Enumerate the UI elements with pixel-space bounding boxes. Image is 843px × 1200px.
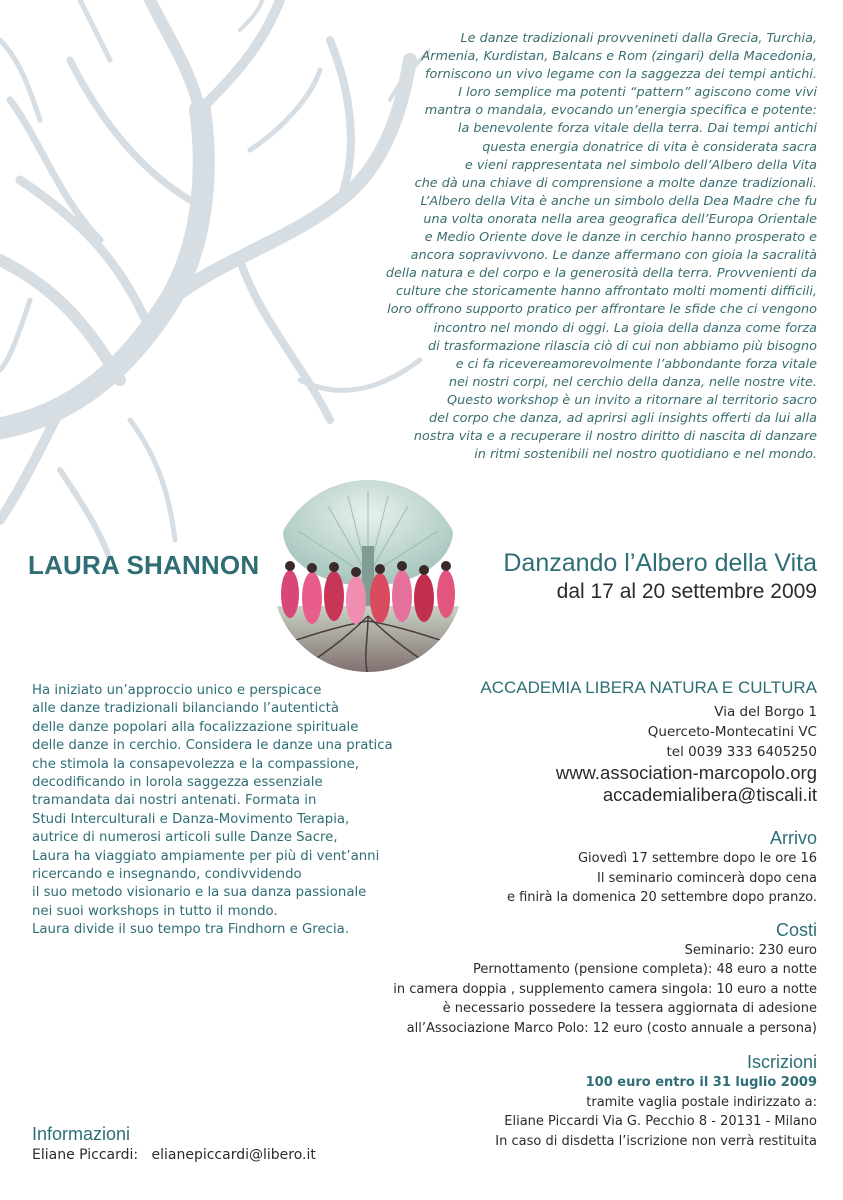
intro-line: della natura e del corpo e la generosità della terra. Provvenienti da	[385, 266, 817, 282]
intro-line: questa energia donatrice di vita è considerata sacra	[482, 139, 817, 155]
intro-line: nostra vita e a recuperare il nostro diritto di nascita di danzare	[413, 429, 817, 445]
costi-heading: Costi	[775, 919, 817, 940]
bio-line: Studi Interculturali e Danza-Movimento Terapia,	[32, 811, 350, 827]
organization-website-link[interactable]: www.association-marcopolo.org	[555, 762, 817, 783]
costi-body	[377, 941, 817, 1039]
arrivo-body	[377, 849, 817, 908]
arrivo-line: Giovedì 17 settembre dopo le ore 16	[577, 851, 817, 866]
intro-line: culture che storicamente hanno affrontato molti momenti difficili,	[396, 284, 817, 300]
organization-email-link[interactable]: accademialibera@tiscali.it	[602, 784, 817, 805]
intro-line: Questo workshop è un invito a ritornare al territorio sacro	[447, 392, 817, 408]
iscrizioni-line: Eliane Piccardi Via G. Pecchio 8 - 20131 - Milano	[504, 1114, 817, 1129]
intro-line: Le danze tradizionali provvenineti dalla Grecia, Turchia,	[460, 31, 817, 46]
organization-phone: tel 0039 333 6405250	[666, 744, 817, 760]
costi-line: in camera doppia , supplemento camera singola: 10 euro a notte	[393, 981, 817, 997]
iscrizioni-heading: Iscrizioni	[746, 1052, 817, 1072]
bio-line: Ha iniziato un’approccio unico e perspicace	[32, 683, 322, 698]
informazioni-heading: Informazioni	[32, 1124, 131, 1144]
intro-line: forniscono un vivo legame con la saggezza dei tempi antichi.	[425, 67, 817, 83]
intro-line: loro offrono supporto pratico per affrontare le sfide che ci vengono	[387, 302, 817, 318]
informazioni-block	[32, 1124, 316, 1163]
arrivo-heading: Arrivo	[769, 828, 817, 848]
costi-line: Seminario: 230 euro	[684, 942, 817, 958]
teacher-name: LAURA SHANNON	[28, 550, 260, 580]
intro-line: una volta onorata nella area geografica dell’Europa Orientale	[423, 211, 817, 227]
iscrizioni-line: In caso di disdetta l’iscrizione non verrà restituita	[495, 1133, 817, 1149]
costi-line: all’Associazione Marco Polo: 12 euro (costo annuale a persona)	[406, 1020, 817, 1036]
intro-line: del corpo che danza, ad aprirsi agli insights offerti da lui alla	[429, 410, 817, 426]
organization-name: ACCADEMIA LIBERA NATURA E CULTURA	[480, 678, 817, 697]
costi-line: Pernottamento (pensione completa): 48 euro a notte	[472, 962, 817, 977]
organization-city: Querceto-Montecatini VC	[647, 724, 817, 740]
bio-line: delle danze in cerchio. Considera le danze una pratica	[32, 738, 393, 754]
bio-line: il suo metodo visionario e la sua danza passionale	[32, 885, 367, 901]
organization-street: Via del Borgo 1	[714, 704, 817, 720]
biography-block	[32, 682, 412, 940]
intro-line: incontro nel mondo di oggi. La gioia della danza come forza	[433, 320, 817, 336]
arrivo-line: Il seminario comincerà dopo cena	[597, 870, 817, 886]
iscrizioni-deadline: 100 euro entro il 31 luglio 2009	[585, 1075, 817, 1090]
bio-line: decodificando in lorola saggezza essenziale	[32, 775, 323, 791]
intro-line: L’Albero della Vita è anche un simbolo della Dea Madre che fu	[420, 193, 817, 209]
bio-line: delle danze popolari alla focalizzazione spirituale	[32, 719, 359, 735]
iscrizioni-body	[377, 1073, 817, 1151]
intro-line: e ci fa ricevereamorevolmente l’abbondante forza vitale	[455, 356, 817, 372]
bio-line: Laura divide il suo tempo tra Findhorn e Grecia.	[32, 922, 350, 938]
intro-line: I loro semplice ma potenti “pattern” agiscono come vivi	[458, 85, 817, 101]
costi-line: è necessario possedere la tessera aggiornata di adesione	[442, 1001, 817, 1016]
bio-line: nei suoi workshops in tutto il mondo.	[32, 903, 278, 919]
intro-line: e vieni rappresentata nel simbolo dell’Albero della Vita	[464, 157, 817, 173]
bio-line: tramandata dai nostri antenati. Formata in	[32, 793, 317, 809]
intro-line: e Medio Oriente dove le danze in cerchio hanno prosperato e	[424, 230, 817, 246]
workshop-dates: dal 17 al 20 settembre 2009	[556, 580, 817, 603]
workshop-title: Danzando l’Albero della Vita	[503, 549, 817, 577]
bio-line: alle danze tradizionali bilanciando l’autentictà	[32, 701, 339, 717]
bio-line: autrice di numerosi articoli sulle Danze Sacre,	[32, 830, 338, 846]
intro-line: in ritmi sostenibili nel nostro quotidiano e nel mondo.	[474, 447, 817, 463]
intro-line: mantra o mandala, evocando un’energia specifica e potente:	[424, 103, 817, 119]
arrivo-line: e finirà la domenica 20 settembre dopo pranzo.	[506, 890, 817, 905]
bio-line: ricercando e insegnando, condivvidendo	[32, 867, 302, 883]
details-column	[377, 678, 817, 1151]
bio-line: che stimola la consapevolezza e la compassione,	[32, 756, 359, 772]
iscrizioni-line: tramite vaglia postale indirizzato a:	[586, 1094, 817, 1110]
intro-text-block	[297, 30, 817, 464]
tree-of-life-dancers-image	[268, 476, 468, 676]
intro-line: nei nostri corpi, nel cerchio della danza, nelle nostre vite.	[448, 374, 817, 390]
intro-line: Armenia, Kurdistan, Balcans e Rom (zingari) della Macedonia,	[421, 49, 817, 65]
intro-line: che dà una chiave di comprensione a molte danze tradizionali.	[414, 175, 817, 191]
informazioni-contact[interactable]: Eliane Piccardi: elianepiccardi@libero.it	[32, 1147, 316, 1163]
intro-line: la benevolente forza vitale della terra. Dai tempi antichi	[457, 121, 817, 137]
intro-line: ancora sopravivvono. Le danze affermano con gioia la sacralità	[410, 248, 817, 264]
bio-line: Laura ha viaggiato ampiamente per più di vent’anni	[32, 848, 380, 864]
intro-line: di trasformazione rilascia ciò di cui non abbiamo più bisogno	[427, 338, 817, 354]
